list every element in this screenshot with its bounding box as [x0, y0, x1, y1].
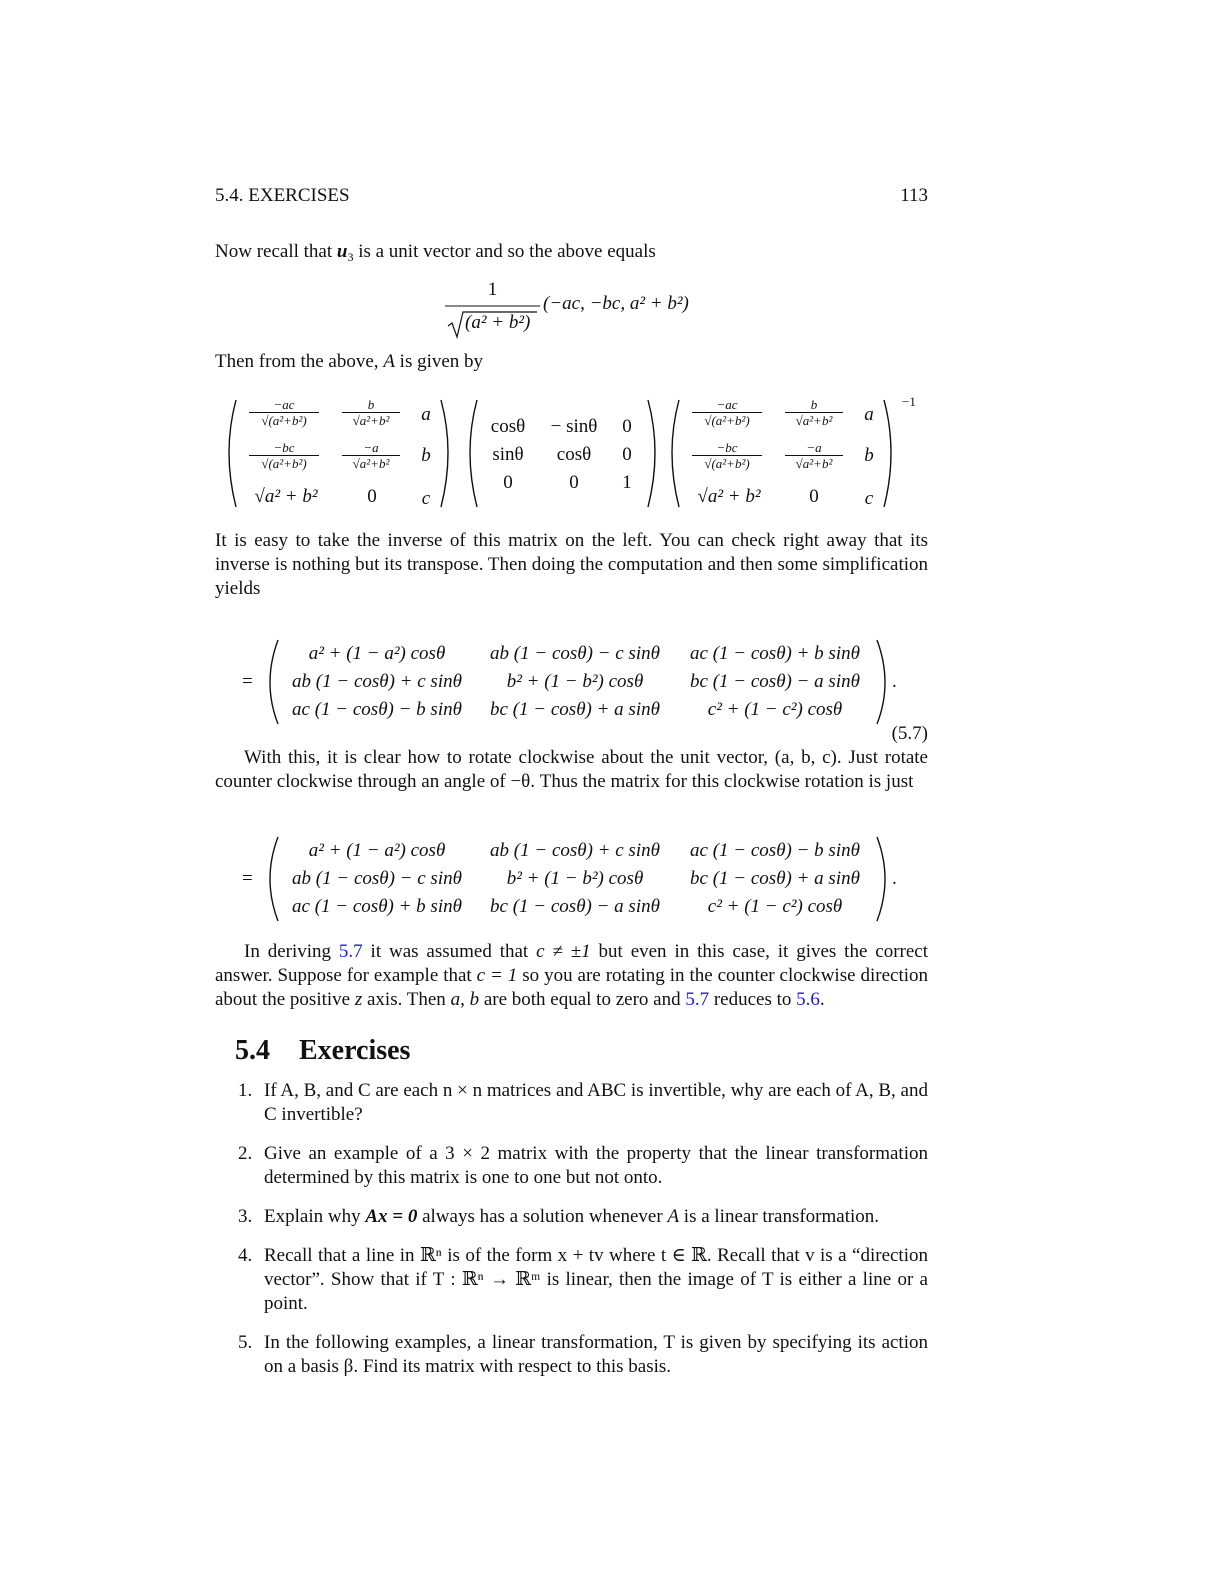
m1-r3c1: √a² + b² [254, 486, 318, 507]
rot-r3c3: 1 [622, 472, 632, 493]
mat2-equals: = [242, 868, 253, 889]
paragraph-clockwise: With this, it is clear how to rotate clockwise about the unit vector, (a, b, c). Just rotate counter clockwise through an angle of −θ. Thus the matrix for this clockwise rotation is just [215, 747, 928, 792]
mat57-equals: = [242, 671, 253, 692]
paragraph-a-given-by: Then from the above, A is given by [215, 351, 484, 372]
exercise-item: 1. If A, B, and C are each n × n matrices and ABC is invertible, why are each of A, B, and C invertible? [238, 1080, 928, 1125]
m1-r2c2: $\frac{-a}{\text{√a²+b²}}$ [342, 441, 400, 472]
equation-number: (5.7) [891, 723, 928, 744]
rot-r2c1: sinθ [492, 444, 524, 465]
eq1-denominator: (a² + b²) [465, 312, 531, 333]
paragraph-unit-vector: Now recall that $u_3$ is a unit vector and so the above equals [215, 241, 656, 264]
mat2-r3c3: c² + (1 − c²) cosθ [707, 896, 843, 917]
mat57-r3c3: c² + (1 − c²) cosθ [707, 699, 843, 720]
m2-r2c3: b [864, 445, 874, 466]
mat57-period: . [892, 671, 897, 692]
rot-r3c2: 0 [569, 472, 579, 493]
rot-r1c1: cosθ [490, 416, 526, 437]
eq1-numerator: 1 [487, 279, 498, 300]
m1-r1c1: $\frac{-ac}{\text{√(a²+b²)}}$ [249, 398, 319, 429]
mat2-r1c1: a² + (1 − a²) cosθ [308, 840, 446, 861]
paragraph-deriving: In deriving 5.7 it was assumed that c ≠ ±1 but even in this case, it gives the correct answer. Suppose for example that c = 1 so you are rotating in the counter clockwise direction about the positive z axis. Then a, b are both equal to zero and 5.7 reduces to 5.6. [215, 941, 928, 1010]
running-header: 5.4. EXERCISES [215, 185, 350, 206]
paragraph-inverse: It is easy to take the inverse of this matrix on the left. You can check right away that its inverse is nothing but its transpose. Then doing the computation and then some simplification yields [215, 530, 928, 599]
m1-r1c2: $\frac{b}{\text{√a²+b²}}$ [342, 398, 400, 429]
exercise-item: 4. Recall that a line in ℝⁿ is of the form x + tv where t ∈ ℝ. Recall that v is a “direction vector”. Show that if T : ℝⁿ → ℝᵐ is linear, then the image of T is either a line or a point. [238, 1245, 928, 1314]
exercise-item: 5. In the following examples, a linear transformation, T is given by specifying its action on a basis β. Find its matrix with respect to this basis. [238, 1332, 928, 1377]
mat2-r3c1: ac (1 − cosθ) + b sinθ [292, 896, 462, 917]
m2-r1c3: a [864, 404, 874, 425]
equation-ref-link[interactable]: 5.7 [685, 989, 710, 1010]
equation-ref-link[interactable]: 5.7 [338, 941, 363, 962]
eq1-vector: (−ac, −bc, a² + b²) [543, 293, 689, 314]
exercise-item: 2. Give an example of a 3 × 2 matrix with the property that the linear transformation determined by this matrix is one to one but not onto. [238, 1143, 928, 1188]
m2-r1c1: $\frac{-ac}{\text{√(a²+b²)}}$ [692, 398, 762, 429]
m1-r3c3: c [421, 488, 431, 509]
m1-r1c3: a [421, 404, 431, 425]
m1-r2c1: $\frac{-bc}{\text{√(a²+b²)}}$ [249, 441, 319, 472]
m2-r1c2: $\frac{b}{\text{√a²+b²}}$ [785, 398, 843, 429]
mat2-r1c3: ac (1 − cosθ) − b sinθ [690, 840, 860, 861]
exercise-item: 3. Explain why Ax = 0 always has a solution whenever A is a linear transformation. [238, 1206, 880, 1227]
mat2-period: . [892, 868, 897, 889]
m2-r2c2: $\frac{-a}{\text{√a²+b²}}$ [785, 441, 843, 472]
m2-r3c3: c [864, 488, 874, 509]
rot-r1c3: 0 [622, 416, 632, 437]
mat57-r1c2: ab (1 − cosθ) − c sinθ [490, 643, 660, 664]
mat57-r2c3: bc (1 − cosθ) − a sinθ [690, 671, 860, 692]
mat57-r3c1: ac (1 − cosθ) − b sinθ [292, 699, 462, 720]
inverse-exponent: −1 [902, 394, 916, 409]
m1-r2c3: b [421, 445, 431, 466]
m2-r3c2: 0 [809, 486, 819, 507]
mat57-r2c1: ab (1 − cosθ) + c sinθ [292, 671, 462, 692]
mat57-r3c2: bc (1 − cosθ) + a sinθ [490, 699, 660, 720]
mat2-r3c2: bc (1 − cosθ) − a sinθ [490, 896, 660, 917]
mat2-r2c1: ab (1 − cosθ) − c sinθ [292, 868, 462, 889]
mat2-r2c2: b² + (1 − b²) cosθ [506, 868, 644, 889]
mat2-r1c2: ab (1 − cosθ) + c sinθ [490, 840, 660, 861]
mat2-r2c3: bc (1 − cosθ) + a sinθ [690, 868, 860, 889]
m2-r2c1: $\frac{-bc}{\text{√(a²+b²)}}$ [692, 441, 762, 472]
rot-r1c2: − sinθ [550, 416, 598, 437]
mat57-r1c1: a² + (1 − a²) cosθ [308, 643, 446, 664]
rot-r2c2: cosθ [556, 444, 592, 465]
mat57-r1c3: ac (1 − cosθ) + b sinθ [690, 643, 860, 664]
m2-r3c1: √a² + b² [697, 486, 761, 507]
equation-ref-link[interactable]: 5.6 [796, 989, 820, 1010]
m1-r3c2: 0 [367, 486, 377, 507]
rot-r3c1: 0 [503, 472, 513, 493]
page-number: 113 [900, 185, 928, 206]
mat57-r2c2: b² + (1 − b²) cosθ [506, 671, 644, 692]
section-heading: 5.4 Exercises [235, 1035, 411, 1066]
rot-r2c3: 0 [622, 444, 632, 465]
